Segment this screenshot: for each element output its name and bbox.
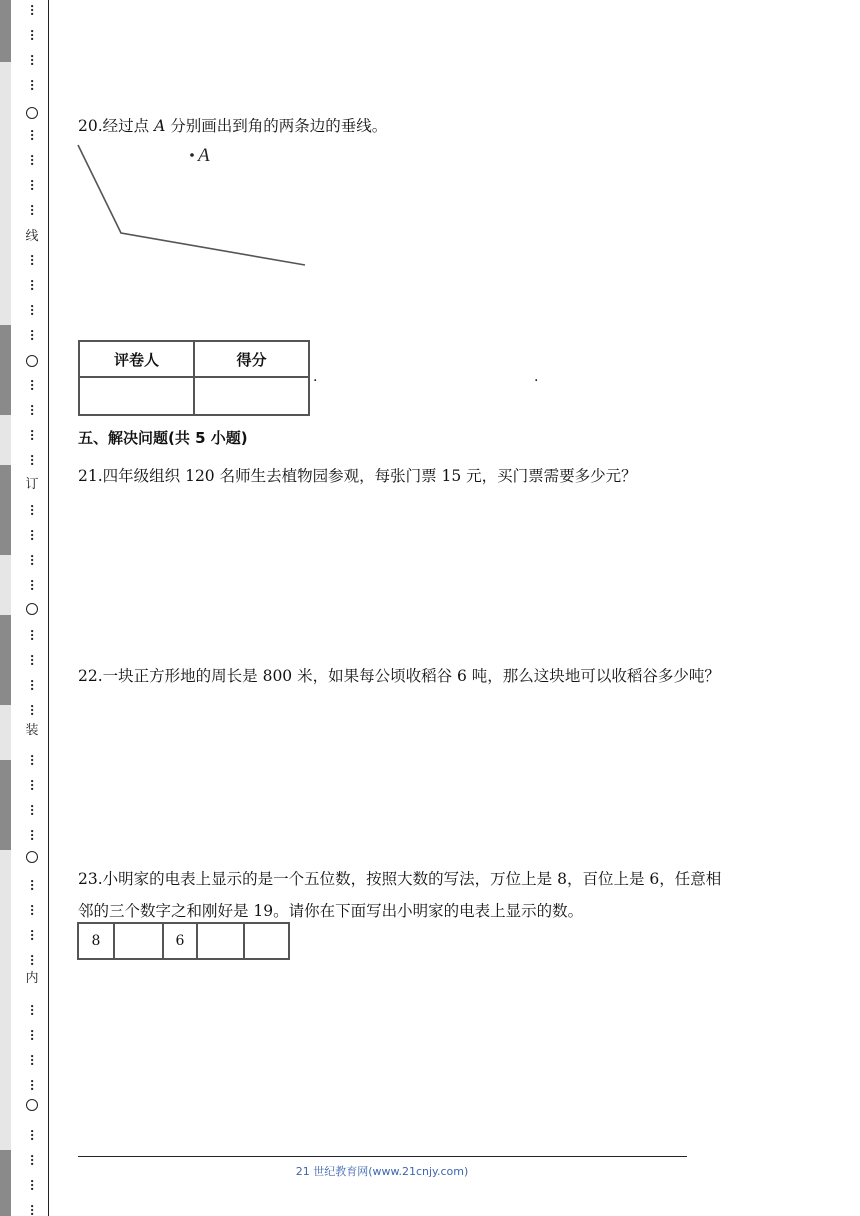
binding-dots: … — [28, 1204, 42, 1216]
binding-dots: … — [28, 804, 42, 816]
binding-block — [0, 615, 11, 705]
question-number: 22. — [78, 667, 103, 685]
binding-dots: … — [28, 629, 42, 641]
binding-dots: … — [28, 1029, 42, 1041]
binding-dots: … — [28, 754, 42, 766]
point-a-label: A — [198, 145, 210, 166]
question-number: 21. — [78, 467, 103, 485]
stray-dot: . — [313, 369, 318, 385]
question-23-continued — [78, 901, 583, 921]
binding-dots: … — [28, 779, 42, 791]
binding-dots: … — [28, 654, 42, 666]
question-text-after: 分别画出到角的两条边的垂线。 — [170, 117, 388, 135]
question-text-line-1: 小明家的电表上显示的是一个五位数，按照大数的写法，万位上是 8，百位上是 6，任意相 — [102, 870, 722, 888]
binding-dots: … — [28, 704, 42, 716]
question-number: 23. — [78, 870, 103, 888]
digit-box[interactable] — [197, 923, 244, 959]
binding-circle — [22, 603, 42, 615]
binding-dots: … — [28, 454, 42, 466]
digit-box[interactable] — [114, 923, 163, 959]
binding-dots: … — [28, 904, 42, 916]
binding-dots: … — [28, 929, 42, 941]
question-20 — [78, 116, 387, 136]
angle-sides — [78, 145, 305, 265]
binding-dots: … — [28, 579, 42, 591]
score-table — [78, 340, 310, 416]
binding-dots: … — [28, 879, 42, 891]
binding-dots: … — [28, 954, 42, 966]
binding-gray-strip — [0, 0, 11, 1216]
binding-dots: … — [28, 379, 42, 391]
binding-dots: … — [28, 679, 42, 691]
binding-block — [0, 325, 11, 415]
binding-dots: … — [28, 179, 42, 191]
point-a-dot — [190, 153, 194, 157]
binding-dots: … — [28, 79, 42, 91]
binding-dots: … — [28, 504, 42, 516]
binding-dots: … — [28, 129, 42, 141]
digit-box[interactable] — [244, 923, 289, 959]
question-21 — [78, 466, 637, 486]
binding-dots: … — [28, 529, 42, 541]
binding-circle — [22, 355, 42, 367]
question-text: 四年级组织 120 名师生去植物园参观，每张门票 15 元，买门票需要多少元？ — [102, 467, 637, 485]
binding-dots: … — [28, 54, 42, 66]
digit-box[interactable]: 8 — [78, 923, 114, 959]
binding-label: 订 — [25, 477, 39, 492]
binding-line — [48, 0, 49, 1216]
binding-dots: … — [28, 254, 42, 266]
binding-dots: … — [28, 554, 42, 566]
point-label: A — [154, 117, 166, 135]
binding-dots: … — [28, 154, 42, 166]
binding-dots: … — [28, 1054, 42, 1066]
binding-circle — [22, 107, 42, 119]
footer-text: 21 世纪教育网(www.21cnjy.com) — [295, 1165, 469, 1178]
binding-dots: … — [28, 329, 42, 341]
binding-dots: … — [28, 1079, 42, 1091]
digit-box[interactable]: 6 — [163, 923, 197, 959]
binding-dots: … — [28, 1129, 42, 1141]
question-number: 20. — [78, 117, 103, 135]
score-header: 得分 — [194, 341, 309, 377]
binding-dots: … — [28, 1154, 42, 1166]
binding-dots: … — [28, 1004, 42, 1016]
binding-block — [0, 760, 11, 850]
meter-digit-boxes — [77, 922, 290, 960]
binding-block — [0, 0, 11, 62]
binding-circle — [22, 1099, 42, 1111]
score-cell[interactable] — [194, 377, 309, 415]
question-text: 一块正方形地的周长是 800 米，如果每公顷收稻谷 6 吨，那么这块地可以收稻谷多少吨？ — [102, 667, 720, 685]
grader-cell[interactable] — [79, 377, 194, 415]
question-text: 经过点 — [102, 117, 150, 135]
question-22 — [78, 666, 720, 686]
binding-column — [22, 0, 42, 1216]
binding-block — [0, 1150, 11, 1216]
binding-label: 线 — [25, 229, 39, 244]
binding-label: 内 — [25, 971, 39, 986]
binding-dots: … — [28, 279, 42, 291]
binding-label: 装 — [25, 723, 39, 738]
section-title: 五、解决问题(共 5 小题) — [78, 429, 248, 447]
binding-dots: … — [28, 4, 42, 16]
grader-header: 评卷人 — [79, 341, 194, 377]
binding-dots: … — [28, 429, 42, 441]
angle-diagram — [70, 135, 320, 275]
binding-dots: … — [28, 204, 42, 216]
binding-dots: … — [28, 29, 42, 41]
binding-dots: … — [28, 1179, 42, 1191]
binding-dots: … — [28, 829, 42, 841]
binding-dots: … — [28, 304, 42, 316]
binding-dots: … — [28, 404, 42, 416]
binding-block — [0, 465, 11, 555]
question-text-line-2: 邻的三个数字之和刚好是 19。请你在下面写出小明家的电表上显示的数。 — [78, 902, 584, 920]
binding-circle — [22, 851, 42, 863]
stray-dot: . — [534, 369, 539, 385]
question-23 — [78, 869, 721, 889]
footer-rule — [78, 1156, 687, 1157]
